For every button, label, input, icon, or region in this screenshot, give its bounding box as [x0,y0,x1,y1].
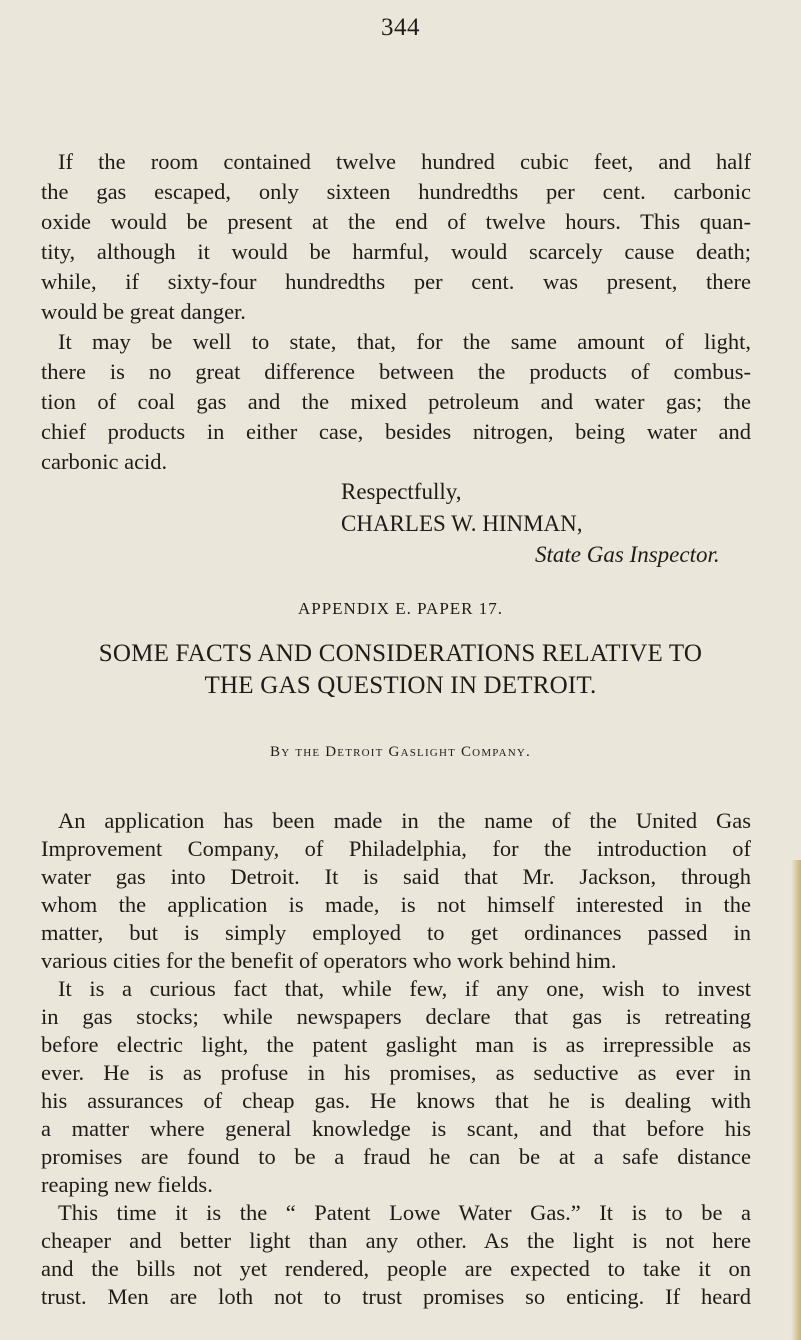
text-line: and the bills not yet rendered, people are expected to take it on [41,1256,751,1281]
text-line: promises are found to be a fraud he can be at a safe distance [41,1144,751,1169]
text-line: If the room contained twelve hundred cubic feet, and half [58,149,751,174]
signature-closing: Respectfully, [341,479,462,504]
text-line: trust. Men are loth not to trust promises so enticing. If heard [41,1284,751,1309]
text-line: tity, although it would be harmful, would scarcely cause death; [41,239,751,264]
text-line: cheaper and better light than any other. As the light is not here [41,1228,751,1253]
text-line: chief products in either case, besides nitrogen, being water and [41,419,751,444]
text-line: ever. He is as profuse in his promises, as seductive as ever in [41,1060,751,1085]
text-line: whom the application is made, is not himself interested in the [41,892,751,917]
text-line: oxide would be present at the end of twelve hours. This quan- [41,209,751,234]
text-line: a matter where general knowledge is scant, and that before his [41,1116,751,1141]
text-line: before electric light, the patent gaslight man is as irrepressible as [41,1032,751,1057]
appendix-label: APPENDIX E. PAPER 17. [297,599,504,618]
signature-title: State Gas Inspector. [535,542,720,567]
text-line: would be great danger. [41,299,246,324]
text-line: the gas escaped, only sixteen hundredths per cent. carbonic [41,179,751,204]
article-title-line-2: THE GAS QUESTION IN DETROIT. [204,672,597,699]
text-line: in gas stocks; while newspapers declare that gas is retreating [41,1004,751,1029]
byline: By the Detroit Gaslight Company. [270,744,531,760]
text-line: carbonic acid. [41,449,168,474]
text-line: Improvement Company, of Philadelphia, for the introduction of [41,836,751,861]
text-line: matter, but is simply employed to get ordinances passed in [41,920,751,945]
text-line: while, if sixty-four hundredths per cent. was present, there [41,269,751,294]
text-line: It may be well to state, that, for the same amount of light, [58,329,751,354]
page-number: 344 [381,14,420,41]
page-edge-shadow [791,860,801,1340]
text-line: It is a curious fact that, while few, if any one, wish to invest [58,976,751,1001]
text-line: there is no great difference between the products of combus- [41,359,751,384]
text-line: This time it is the “ Patent Lowe Water Gas.” It is to be a [58,1200,751,1225]
signature-name: CHARLES W. HINMAN, [341,511,583,536]
text-line: his assurances of cheap gas. He knows that he is dealing with [41,1088,751,1113]
text-line: various cities for the benefit of operators who work behind him. [41,948,617,973]
text-line: water gas into Detroit. It is said that Mr. Jackson, through [41,864,751,889]
text-line: tion of coal gas and the mixed petroleum and water gas; the [41,389,751,414]
text-line: reaping new fields. [41,1172,213,1197]
article-title-line-1: SOME FACTS AND CONSIDERATIONS RELATIVE TO [98,640,703,667]
text-line: An application has been made in the name of the United Gas [58,808,751,833]
